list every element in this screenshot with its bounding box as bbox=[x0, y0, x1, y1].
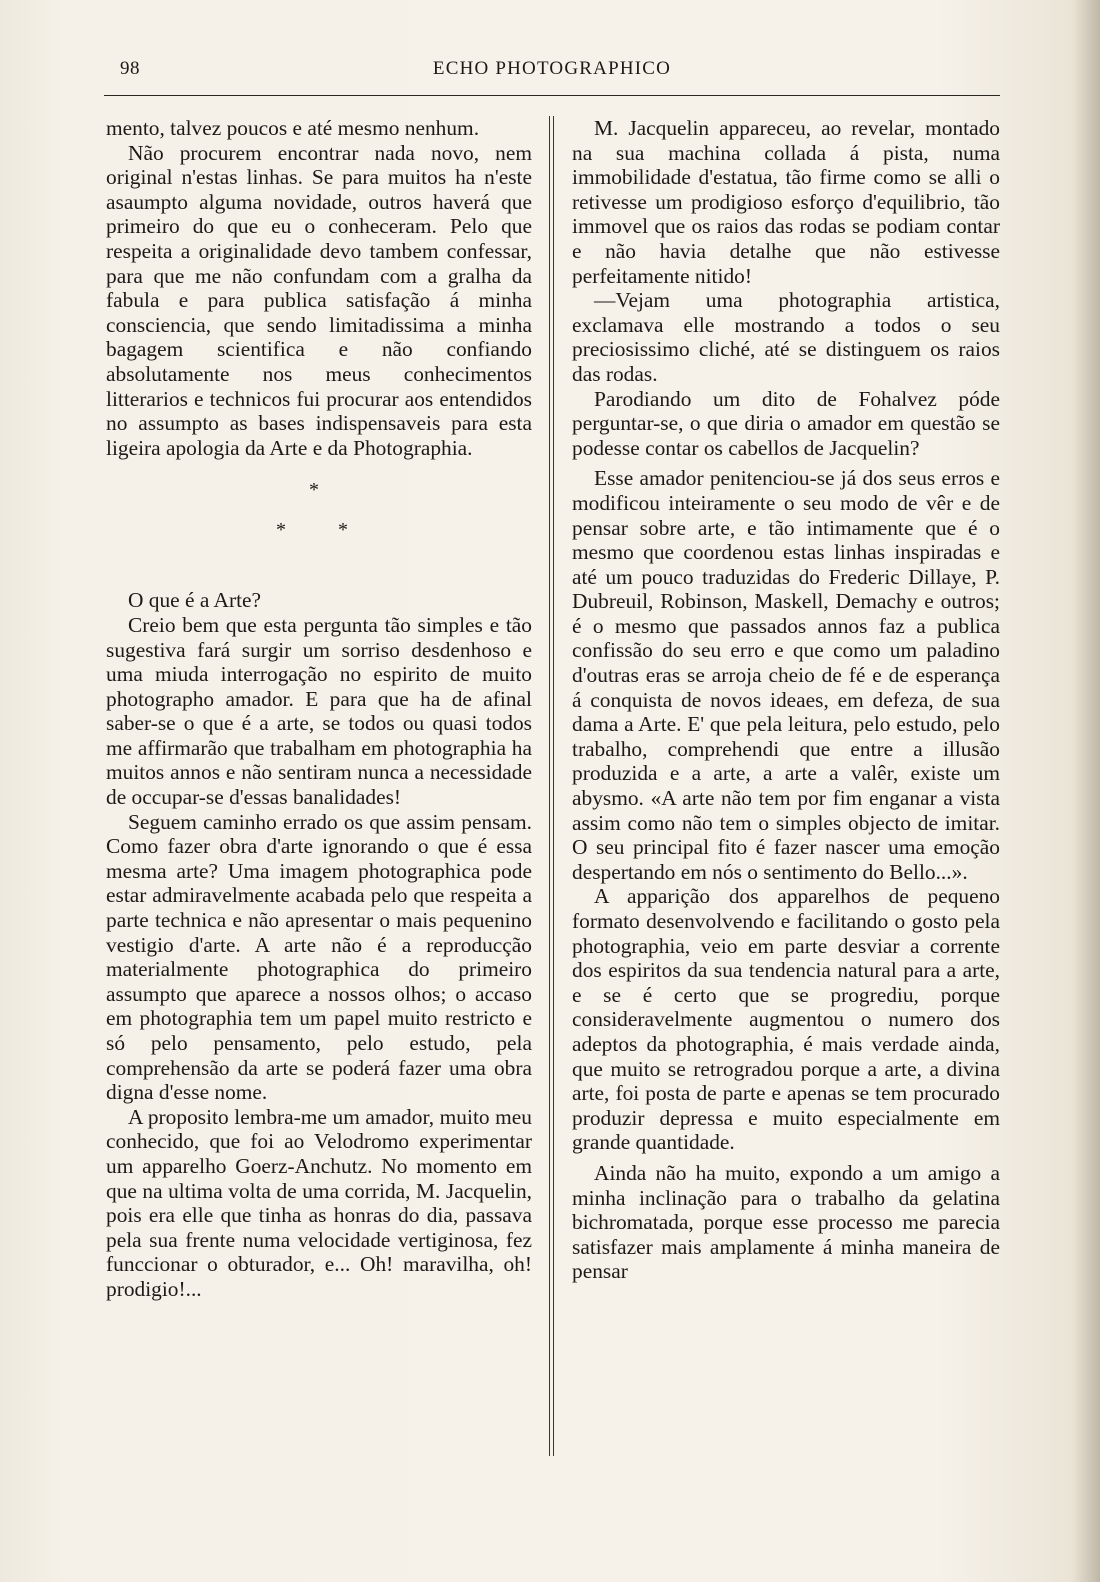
paragraph: Parodiando um dito de Fohalvez póde perguntar-se, o que diria o amador em questão se podesse contar os cabellos de Jacquelin? bbox=[572, 386, 1000, 460]
paragraph: Seguem caminho errado os que assim pensam. Como fazer obra d'arte ignorando o que é essa mesma arte? Uma imagem photographica pode estar admiravelmente acabada pelo que respeita a parte technica e não apresentar o mais pequenino vestigio d'arte. A arte não é a reproducção materialmente photographica do primeiro assumpto que aparece a nossos olhos; o accaso em photographia tem um papel muito restricto e só pelo pensamento, pelo estudo, pela comprehensão da arte se poderá fazer uma obra digna d'esse nome. bbox=[106, 809, 532, 1105]
paragraph: —Vejam uma photographia artistica, exclamava elle mostrando a todos o seu preciosissimo cliché, até se distinguem os raios das rodas. bbox=[572, 288, 1000, 386]
paragraph: mento, talvez poucos e até mesmo nenhum. bbox=[106, 116, 480, 140]
left-column bbox=[106, 116, 532, 1302]
asterism-star: * bbox=[309, 479, 319, 502]
paragraph: A apparição dos apparelhos de pequeno formato desenvolvendo e facilitando o gosto pela photographia, veio em parte desviar a corrente dos espiritos da sua tendencia natural para a arte, e se é certo que se progrediu, porque consideravelmente augmentou o numero dos adeptos da photographia, é mais verdade ainda, que muito se retrogradou porque a arte, a divina arte, foi posta de parte e apenas se tem procurado produzir depressa e muito especialmente em grande quantidade. bbox=[572, 884, 1000, 1155]
column-divider bbox=[549, 116, 550, 1456]
section-asterism bbox=[106, 476, 532, 574]
paragraph: Creio bem que esta pergunta tão simples e tão sugestiva fará surgir um sorriso desdenhoso e uma miuda interrogação no espirito de muito photographo amador. E para que ha de afinal saber-se o que é a arte, se todos ou quasi todos me affirmarão que trabalham em photographia ha muitos annos e não sentiram nunca a necessidade de occupar-se d'essas banalidades! bbox=[106, 612, 532, 810]
paragraph: Não procurem encontrar nada novo, nem original n'estas linhas. Se para muitos ha n'este asaumpto alguma novidade, outros haverá que primeiro do que eu o conheceram. Pelo que respeita a originalidade devo tambem confessar, para que me não confundam com a gralha da fabula e para publica satisfação á minha consciencia, que sendo limitadissima a minha bagagem scientifica e não confiando absolutamente nos meus conhecimentos litterarios e technicos fui procurar aos entendidos no assumpto as bases indispensaveis para esta ligeira apologia da Arte e da Photographia. bbox=[106, 140, 532, 460]
right-column bbox=[572, 116, 1000, 1284]
page-binding-shadow bbox=[1074, 0, 1100, 1582]
section-question: O que é a Arte? bbox=[128, 588, 262, 613]
column-divider bbox=[553, 116, 554, 1456]
header-rule bbox=[104, 95, 1000, 96]
page-number: 98 bbox=[120, 58, 140, 79]
paragraph: Ainda não ha muito, expondo a um amigo a minha inclinação para o trabalho da gelatina bichromatada, porque esse processo me parecia satisfazer mais amplamente á minha maneira de pensar bbox=[572, 1160, 1000, 1284]
paragraph: M. Jacquelin appareceu, ao revelar, montado na sua machina collada á pista, numa immobilidade d'estatua, tão firme como se alli o retivesse um prodigioso esforço d'equilibrio, tão immovel que os raios das rodas se podiam contar e não havia detalhe que não estivesse perfeitamente nitido! bbox=[572, 116, 1000, 288]
running-title: ECHO PHOTOGRAPHICO bbox=[432, 58, 672, 79]
paragraph: Esse amador penitenciou-se já dos seus erros e modificou inteiramente o seu modo de vêr e de pensar sobre arte, e tão intimamente que é o mesmo que coordenou estas linhas inspiradas e até um pouco traduzidas do Frederic Dillaye, P. Dubreuil, Robinson, Maskell, Demachy e outros; é o mesmo que passados annos faz a publica confissão do seu erro e que como um paladino d'outras eras se arroja cheio de fé e de esperança á conquista de novos ideaes, em defeza, de sua dama a Arte. E' que pela leitura, pelo estudo, pelo trabalho, comprehendi que entre a illusão produzida e a arte, a arte a valêr, existe um abysmo. «A arte não tem por fim enganar a vista assim como não tem o simples objecto de imitar. O seu principal fito é fazer nascer uma emoção despertando em nós o sentimento do Bello...». bbox=[572, 466, 1000, 884]
running-header bbox=[106, 58, 998, 86]
paragraph: A proposito lembra-me um amador, muito meu conhecido, que foi ao Velodromo experimentar um apparelho Goerz-Anchutz. No momento em que na ultima volta de uma corrida, M. Jacquelin, pois era elle que tinha as honras do dia, passava pela sua frente numa velocidade vertiginosa, fez funccionar o obturador, e... Oh! maravilha, oh! prodigio!... bbox=[106, 1104, 532, 1301]
asterism-star: * bbox=[276, 519, 286, 542]
asterism-star: * bbox=[338, 519, 348, 542]
